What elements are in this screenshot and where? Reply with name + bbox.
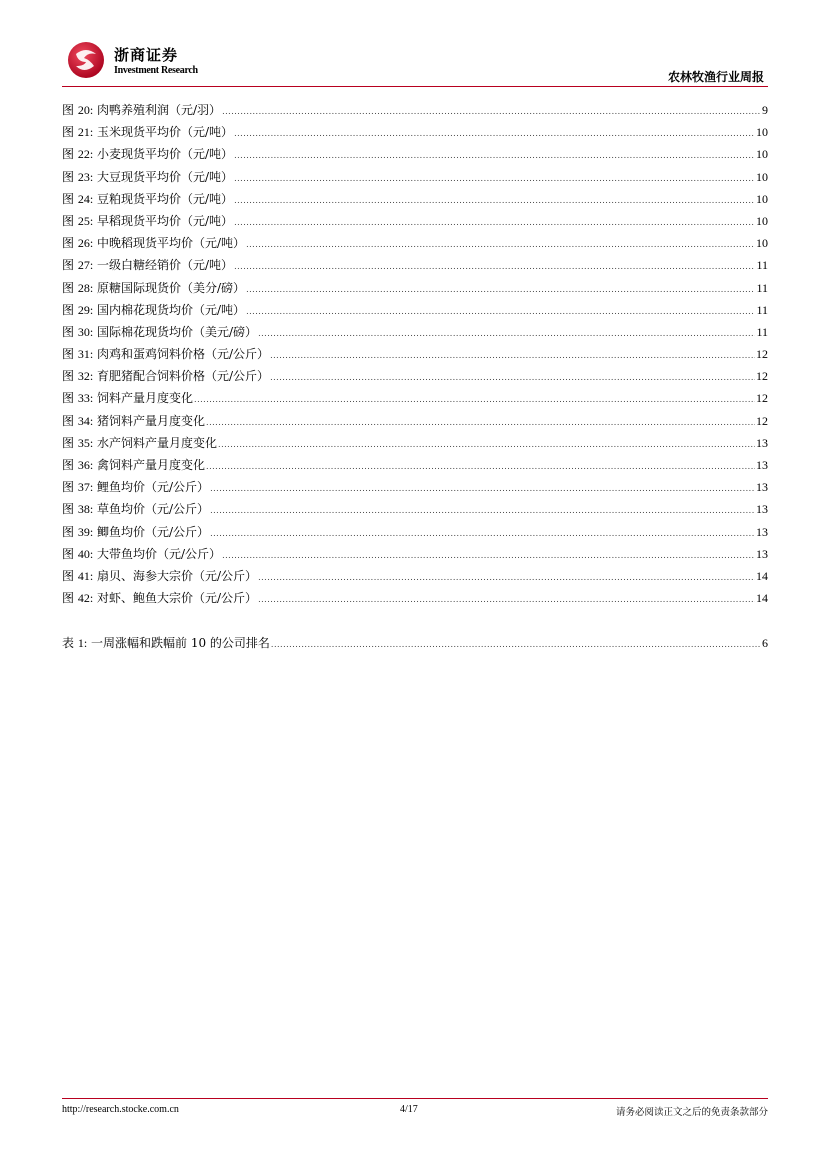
figure-page-number: 10: [756, 213, 768, 228]
table-toc-label: [62, 634, 270, 651]
figure-toc-label: [62, 589, 257, 606]
figure-title: 禽饲料产量月度变化: [97, 458, 206, 472]
figure-prefix: 图: [62, 147, 75, 162]
figure-toc-entry[interactable]: [62, 523, 768, 545]
figure-toc-entry[interactable]: [62, 412, 768, 434]
figure-title: 草鱼均价（元/公斤）: [97, 502, 210, 517]
figure-toc-label: [62, 412, 205, 429]
dot-leader: [234, 218, 755, 227]
figure-toc-entry[interactable]: [62, 101, 768, 123]
brand-name-en: Investment Research: [114, 65, 198, 76]
figure-page-number: 11: [756, 280, 768, 295]
figure-number: 26:: [77, 236, 94, 251]
figure-page-number: 12: [756, 413, 768, 428]
figure-toc-entry[interactable]: [62, 434, 768, 456]
figure-toc-entry[interactable]: [62, 168, 768, 190]
figure-number: 33:: [77, 391, 94, 406]
dot-leader: [210, 529, 755, 538]
dot-leader: [270, 373, 755, 382]
figure-number: 39:: [77, 524, 94, 539]
figure-number: 20:: [77, 103, 94, 117]
figure-title: 豆粕现货平均价（元/吨）: [97, 191, 234, 206]
figure-title: 鲤鱼均价（元/公斤）: [97, 480, 210, 495]
figure-page-number: 12: [756, 369, 768, 384]
figure-number: 22:: [77, 147, 94, 162]
figure-prefix: 图: [62, 347, 75, 362]
figure-page-number: 13: [756, 546, 768, 561]
figure-prefix: 图: [62, 546, 75, 561]
figure-toc-entry[interactable]: [62, 145, 768, 167]
figure-prefix: 图: [62, 302, 75, 317]
dot-leader: [246, 285, 755, 294]
figure-toc-entry[interactable]: [62, 567, 768, 589]
figure-number: 24:: [77, 191, 94, 206]
figure-prefix: 图: [62, 413, 75, 428]
figure-prefix: 图: [62, 524, 75, 539]
figure-toc-entry[interactable]: [62, 234, 768, 256]
figure-toc-label: [62, 523, 209, 540]
figure-prefix: 图: [62, 591, 75, 606]
figure-number: 32:: [77, 369, 94, 384]
figure-toc-label: [62, 101, 221, 118]
figure-toc-entry[interactable]: [62, 301, 768, 323]
dot-leader: [210, 506, 755, 515]
figure-title: 对虾、鲍鱼大宗价（元/公斤）: [97, 591, 258, 606]
figure-number: 42:: [77, 591, 94, 606]
company-logo-icon: [66, 40, 106, 80]
figure-number: 34:: [77, 413, 94, 428]
dot-leader: [270, 351, 755, 360]
figure-number: 29:: [77, 302, 94, 317]
dot-leader: [258, 329, 755, 338]
figure-toc-label: [62, 256, 233, 273]
figure-toc-entry[interactable]: [62, 545, 768, 567]
header-divider: [62, 86, 768, 87]
figure-prefix: 图: [62, 258, 75, 273]
figure-toc-entry[interactable]: [62, 345, 768, 367]
figure-page-number: 10: [756, 169, 768, 184]
figure-page-number: 11: [756, 324, 768, 339]
figure-toc-label: [62, 478, 209, 495]
figure-page-number: 11: [756, 302, 768, 317]
figure-toc-entry[interactable]: [62, 256, 768, 278]
figure-page-number: 13: [756, 480, 768, 495]
figure-title: 饲料产量月度变化: [97, 391, 194, 406]
figure-number: 41:: [77, 568, 94, 583]
figure-title: 肉鸡和蛋鸡饲料价格（元/公斤）: [97, 347, 270, 362]
footer-page-number: 4/17: [400, 1104, 418, 1115]
table-page-number: 6: [762, 636, 768, 650]
figure-page-number: 10: [756, 147, 768, 162]
figure-toc-label: [62, 168, 233, 185]
dot-leader: [246, 240, 755, 249]
figure-title: 水产饲料产量月度变化: [97, 435, 218, 450]
figure-title: 小麦现货平均价（元/吨）: [97, 147, 234, 162]
figure-title: 国际棉花现货均价（美元/磅）: [97, 324, 258, 339]
figure-prefix: 图: [62, 236, 75, 251]
dot-leader: [234, 262, 755, 271]
figure-title: 大豆现货平均价（元/吨）: [97, 169, 234, 184]
figure-page-number: 13: [756, 502, 768, 517]
dot-leader: [271, 640, 761, 649]
figure-page-number: 11: [756, 258, 768, 273]
figure-prefix: 图: [62, 324, 75, 339]
figure-toc-label: [62, 367, 269, 384]
figure-page-number: 13: [756, 435, 768, 450]
dot-leader: [246, 307, 755, 316]
figure-toc-label: [62, 123, 233, 140]
figure-page-number: 13: [756, 524, 768, 539]
footer-disclaimer: 请务必阅读正文之后的免责条款部分: [615, 1107, 768, 1118]
figure-toc-entry[interactable]: [62, 589, 768, 611]
figure-toc-label: [62, 323, 257, 340]
figure-page-number: 13: [756, 458, 768, 472]
figure-toc-label: [62, 434, 217, 451]
figure-toc-entry[interactable]: [62, 279, 768, 301]
figure-page-number: 10: [756, 125, 768, 140]
figure-number: 35:: [77, 435, 94, 450]
figure-prefix: 图: [62, 435, 75, 450]
figure-prefix: 图: [62, 458, 75, 472]
dot-leader: [206, 418, 755, 427]
figure-number: 27:: [77, 258, 94, 273]
dot-leader: [218, 440, 755, 449]
figure-page-number: 10: [756, 191, 768, 206]
figure-toc-label: [62, 279, 245, 296]
figure-prefix: 图: [62, 369, 75, 384]
table-toc-entry[interactable]: [62, 634, 768, 656]
figure-toc-label: [62, 145, 233, 162]
figure-prefix: 图: [62, 125, 75, 140]
figure-title: 原糖国际现货价（美分/磅）: [97, 280, 246, 295]
table-prefix: 表: [62, 636, 75, 650]
table-title: 一周涨幅和跌幅前 10 的公司排名: [91, 636, 270, 650]
figure-toc-entry[interactable]: [62, 389, 768, 411]
figure-number: 28:: [77, 280, 94, 295]
figure-title: 肉鸭养殖利润（元/羽）: [97, 103, 222, 117]
figure-title: 扇贝、海参大宗价（元/公斤）: [97, 568, 258, 583]
dot-leader: [234, 151, 755, 160]
figure-number: 21:: [77, 125, 94, 140]
figure-toc-entry[interactable]: [62, 367, 768, 389]
figure-toc-entry[interactable]: [62, 478, 768, 500]
footer-url-link[interactable]: http://research.stocke.com.cn: [62, 1104, 179, 1115]
figure-toc-entry[interactable]: [62, 323, 768, 345]
figure-page-number: 9: [762, 103, 768, 117]
figure-number: 37:: [77, 480, 94, 495]
figure-prefix: 图: [62, 480, 75, 495]
dot-leader: [234, 174, 755, 183]
figure-number: 38:: [77, 502, 94, 517]
figure-toc-label: [62, 456, 205, 473]
figure-toc-label: [62, 301, 245, 318]
figure-title: 大带鱼均价（元/公斤）: [97, 546, 222, 561]
figure-title: 中晚稻现货平均价（元/吨）: [97, 236, 246, 251]
figure-page-number: 10: [756, 236, 768, 251]
page-header: [62, 40, 768, 88]
figure-toc-label: [62, 500, 209, 517]
table-number: 1:: [77, 636, 88, 650]
figure-number: 31:: [77, 347, 94, 362]
figure-toc-entry[interactable]: [62, 123, 768, 145]
figure-toc-label: [62, 234, 245, 251]
figure-toc-entry[interactable]: [62, 212, 768, 234]
figure-toc-list: [62, 101, 768, 611]
figure-toc-entry[interactable]: [62, 190, 768, 212]
figure-title: 玉米现货平均价（元/吨）: [97, 125, 234, 140]
dot-leader: [258, 573, 755, 582]
figure-prefix: 图: [62, 213, 75, 228]
figure-prefix: 图: [62, 103, 75, 117]
figure-prefix: 图: [62, 568, 75, 583]
figure-title: 早稻现货平均价（元/吨）: [97, 213, 234, 228]
dot-leader: [206, 462, 755, 471]
figure-page-number: 14: [756, 568, 768, 583]
figure-toc-entry[interactable]: [62, 500, 768, 522]
brand-name-cn: 浙商证券: [114, 46, 179, 64]
dot-leader: [258, 595, 755, 604]
figure-prefix: 图: [62, 391, 75, 406]
dot-leader: [210, 484, 755, 493]
report-title: 农林牧渔行业周报: [667, 70, 764, 84]
figure-toc-label: [62, 345, 269, 362]
figure-toc-entry[interactable]: [62, 456, 768, 478]
figure-number: 25:: [77, 213, 94, 228]
figure-prefix: 图: [62, 502, 75, 517]
figure-title: 一级白糖经销价（元/吨）: [97, 258, 234, 273]
figure-title: 猪饲料产量月度变化: [97, 413, 206, 428]
figure-title: 国内棉花现货均价（元/吨）: [97, 302, 246, 317]
dot-leader: [234, 196, 755, 205]
figure-page-number: 12: [756, 391, 768, 406]
figure-title: 育肥猪配合饲料价格（元/公斤）: [97, 369, 270, 384]
dot-leader: [222, 551, 755, 560]
figure-prefix: 图: [62, 280, 75, 295]
figure-page-number: 12: [756, 347, 768, 362]
figure-toc-label: [62, 567, 257, 584]
dot-leader: [234, 129, 755, 138]
footer-divider: [62, 1098, 768, 1099]
figure-prefix: 图: [62, 191, 75, 206]
figure-title: 鲫鱼均价（元/公斤）: [97, 524, 210, 539]
figure-number: 30:: [77, 324, 94, 339]
figure-toc-label: [62, 389, 193, 406]
dot-leader: [194, 395, 755, 404]
figure-number: 40:: [77, 546, 94, 561]
figure-toc-label: [62, 545, 221, 562]
figure-toc-label: [62, 190, 233, 207]
table-toc-list: [62, 634, 768, 656]
figure-toc-label: [62, 212, 233, 229]
figure-number: 36:: [77, 458, 94, 472]
figure-page-number: 14: [756, 591, 768, 606]
figure-prefix: 图: [62, 169, 75, 184]
dot-leader: [222, 107, 761, 116]
figure-number: 23:: [77, 169, 94, 184]
